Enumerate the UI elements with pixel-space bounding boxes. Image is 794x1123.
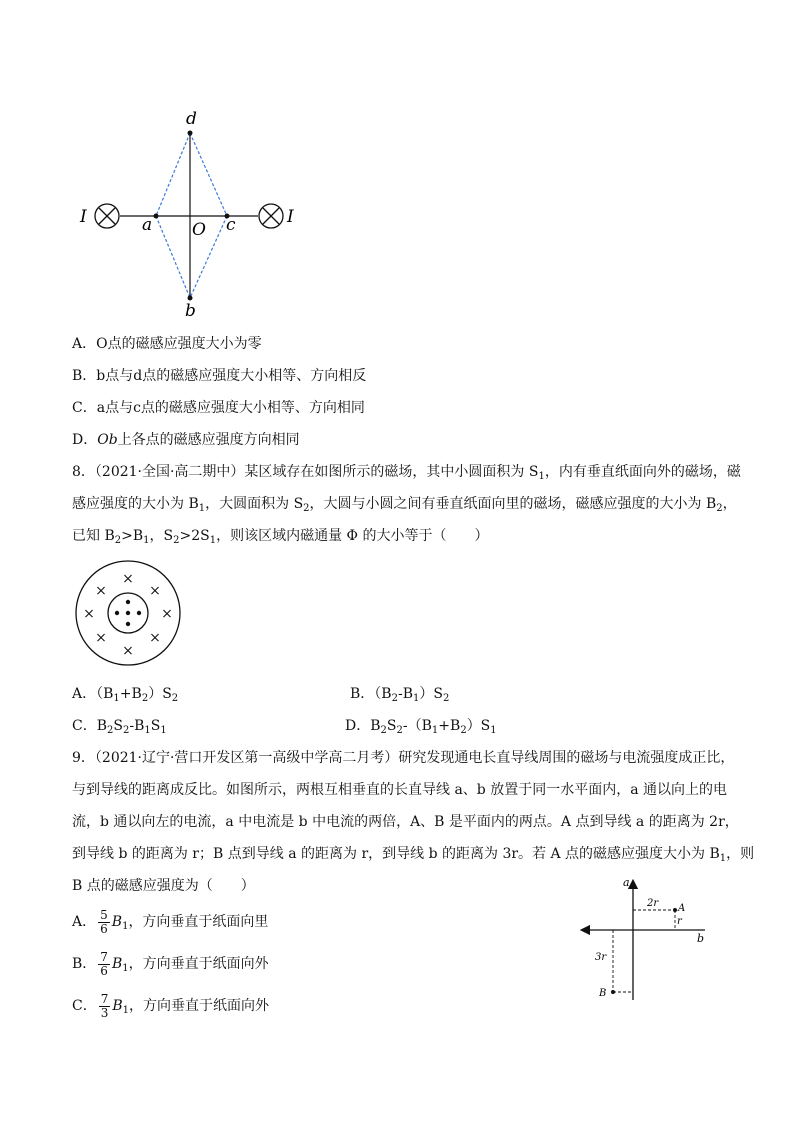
cross-mark: × [95,630,107,646]
label-I-right: I [287,207,294,227]
label-I-left: I [80,207,87,227]
q8-option-a[interactable]: A．$(B_1+B_2)S_2$ [72,686,179,704]
cross-mark: × [83,606,95,622]
fraction: $\frac{7}{3}$ [100,991,109,1020]
cross-mark: × [95,583,107,599]
cross-mark: × [122,643,134,659]
q7-option-d[interactable]: D．Ob上各点的磁感应强度方向相同 [72,432,300,448]
q9-stem-line2: 与到导线的距离成反比。如图所示，两根互相垂直的长直导线 a、b 放置于同一水平面内，a 通以向上的电 [72,782,728,798]
label-two-r: 2r [647,898,659,909]
q9-option-b[interactable]: B． $\frac{7}{6}$ $B_1$，方向垂直于纸面向外 [72,949,269,978]
q8-option-c[interactable]: C．$B_2S_2-B_1S_1$ [72,718,167,736]
label-point-A: A [678,903,686,914]
label-r: r [677,916,682,927]
label-point-B: B [599,988,607,999]
q8-option-d[interactable]: D．$B_2S_2-(B_1+B_2)S_1$ [345,718,497,736]
q9-stem-line1: 9．（2021·辽宁·营口开发区第一高级中学高二月考）研究发现通电长直导线周围的磁场与电流强度成正比， [72,750,735,766]
label-d: d [186,109,197,129]
cross-mark: × [122,571,134,587]
cross-mark: × [149,583,161,599]
label-b: b [185,301,196,321]
q9-option-a[interactable]: A． $\frac{5}{6}$ $B_1$，方向垂直于纸面向里 [72,907,269,936]
q9-option-c[interactable]: C． $\frac{7}{3}$ $B_1$，方向垂直于纸面向外 [72,991,270,1020]
fraction: $\frac{7}{6}$ [100,949,108,978]
q9-stem-line3: 流，b 通以向左的电流，a 中电流是 b 中电流的两倍，A、B 是平面内的两点。A 点到导线 a 的距离为 2r， [72,814,739,830]
q9-stem-line5: B 点的磁感应强度为（ ） [72,878,255,894]
q7-option-a[interactable]: A．O点的磁感应强度大小为零 [72,336,262,352]
q7-option-c[interactable]: C．a点与c点的磁感应强度大小相等、方向相同 [72,400,365,416]
cross-mark: × [161,606,173,622]
q8-stem-line3: 已知 $B_2>B_1$，$S_2>2S_1$，则该区域内磁通量 Φ 的大小等于（ ） [72,528,489,546]
figure-currents-rhombus [70,100,320,325]
figure-concentric-fields [70,560,190,670]
label-wire-b: b [697,932,705,945]
label-wire-a: a [623,876,630,889]
q8-stem-line1: 8．（2021·全国·高二期中）某区域存在如图所示的磁场，其中小圆面积为 $S_1$，内有垂直纸面向外的磁场，磁 [72,464,741,482]
cross-mark: × [149,630,161,646]
q8-stem-line2: 感应强度的大小为 $B_1$，大圆面积为 $S_2$，大圆与小圆之间有垂直纸面向里的磁场，磁感应强度的大小为 $B_2$， [72,496,737,514]
fraction: $\frac{5}{6}$ [100,907,108,936]
label-a: a [142,215,153,235]
q8-option-b[interactable]: B．$(B_2-B_1)S_2$ [350,686,450,704]
q7-option-b[interactable]: B．b点与d点的磁感应强度大小相等、方向相反 [72,368,367,384]
q9-stem-line4: 到导线 b 的距离为 r；B 点到导线 a 的距离为 r，到导线 b 的距离为 3r。若 A 点的磁感应强度大小为 $B_1$，则 [72,846,755,864]
figure-perpendicular-wires [575,870,725,1005]
label-O: O [192,220,206,240]
label-c: c [226,215,236,235]
label-three-r: 3r [595,952,607,963]
